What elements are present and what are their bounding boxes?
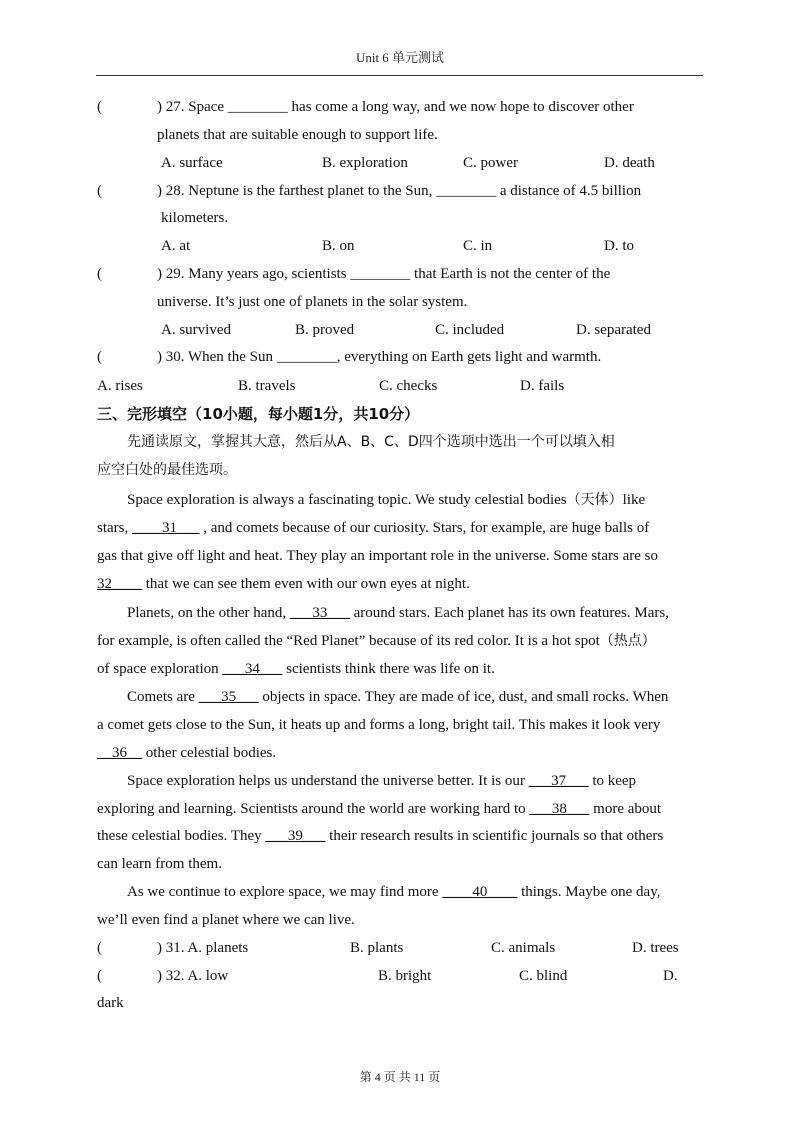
answer-bracket-30: ( [97,349,102,365]
question-31-option-d: D. trees [632,940,679,956]
section-3-instruction: 先通读原文，掌握其大意，然后从A、B、C、D四个选项中选出一个可以填入相 [127,434,615,450]
question-32-option-c: C. blind [519,968,568,984]
question-28-option-c: C. in [463,238,493,254]
answer-bracket-32: ( [97,968,102,984]
question-29-option-d: D. separated [576,322,651,338]
section-3-title: 三、完形填空（10小题，每小题1分，共10分） [97,405,420,423]
question-29-stem: ) 29. Many years ago, scientists ________ that Earth is not the center of the [157,266,611,282]
answer-bracket-28: ( [97,183,102,199]
blank-37: ___37___ [528,773,589,789]
question-27-option-c: C. power [463,155,518,171]
blank-38: ___38___ [529,801,590,817]
question-31-option-b: B. plants [350,940,404,956]
passage-p4-line4: can learn from them. [97,856,222,872]
question-28-option-b: B. on [322,238,355,254]
question-29-option-a: A. survived [161,322,231,338]
question-28-stem: ) 28. Neptune is the farthest planet to the Sun, ________ a distance of 4.5 billion [157,183,642,199]
question-29-option-b: B. proved [295,322,355,338]
question-30-option-a: A. rises [97,378,143,394]
page-footer: 第 4 页 共 11 页 [359,1070,441,1084]
passage-p1-line4: 32____ that we can see them even with our own eyes at night. [97,576,470,592]
passage-p4-line2: exploring and learning. Scientists around the world are working hard to ___38___ more about [97,801,662,817]
section-3-instruction-cont: 应空白处的最佳选项。 [97,462,237,478]
question-27-stem: ) 27. Space ________ has come a long way, and we now hope to discover other [157,99,634,115]
question-30-option-d: D. fails [520,378,565,394]
question-32-option-a: ) 32. A. low [157,968,229,984]
blank-40: ____40____ [442,884,518,900]
passage-p1-line3: gas that give off light and heat. They play an important role in the universe. Some stars are so [97,548,658,564]
question-27-option-d: D. death [604,155,655,171]
question-27-option-a: A. surface [161,155,223,171]
question-32-option-b: B. bright [378,968,432,984]
question-30-stem: ) 30. When the Sun ________, everything on Earth gets light and warmth. [157,349,602,365]
question-32-option-d-text: dark [97,995,124,1011]
passage-p3-line2: a comet gets close to the Sun, it heats up and forms a long, bright tail. This makes it look very [97,717,661,733]
passage-p1-line1: Space exploration is always a fascinating topic. We study celestial bodies（天体）like [127,492,646,508]
blank-39: ___39___ [265,828,326,844]
passage-p3-line3: __36__ other celestial bodies. [97,745,277,761]
answer-bracket-27: ( [97,99,102,115]
header-divider [96,75,703,76]
answer-bracket-31: ( [97,940,102,956]
blank-34: ___34___ [222,661,283,677]
passage-p1-line2: stars, ____31___ , and comets because of our curiosity. Stars, for example, are huge balls of [97,520,650,536]
question-32-option-d: D. [663,968,678,984]
blank-31: ____31___ [132,520,200,536]
question-31-option-a: ) 31. A. planets [157,940,249,956]
passage-p5-line1: As we continue to explore space, we may find more ____40____ things. Maybe one day, [127,884,661,900]
question-27-option-b: B. exploration [322,155,408,171]
question-29-stem-cont: universe. It’s just one of planets in the solar system. [157,294,468,310]
blank-35: ___35___ [198,689,259,705]
passage-p4-line1: Space exploration helps us understand the universe better. It is our ___37___ to keep [127,773,637,789]
answer-bracket-29: ( [97,266,102,282]
question-30-option-c: C. checks [379,378,438,394]
page-header: Unit 6 单元测试 [355,50,445,65]
question-28-option-a: A. at [161,238,191,254]
question-29-option-c: C. included [435,322,505,338]
passage-p4-line3: these celestial bodies. They ___39___ their research results in scientific journals so that others [97,828,664,844]
passage-p3-line1: Comets are ___35___ objects in space. They are made of ice, dust, and small rocks. When [127,689,669,705]
question-31-option-c: C. animals [491,940,556,956]
blank-32: 32____ [97,576,142,592]
passage-p5-line2: we’ll even find a planet where we can live. [97,912,355,928]
question-28-stem-cont: kilometers. [161,210,229,226]
blank-33: ___33___ [289,605,350,621]
passage-p2-line1: Planets, on the other hand, ___33___ around stars. Each planet has its own features. Mars, [127,605,669,621]
passage-p2-line3: of space exploration ___34___ scientists think there was life on it. [97,661,495,677]
question-30-option-b: B. travels [238,378,296,394]
question-27-stem-cont: planets that are suitable enough to support life. [157,127,438,143]
passage-p2-line2: for example, is often called the “Red Planet” because of its red color. It is a hot spot（热点） [97,633,656,649]
blank-36: __36__ [97,745,142,761]
question-28-option-d: D. to [604,238,634,254]
